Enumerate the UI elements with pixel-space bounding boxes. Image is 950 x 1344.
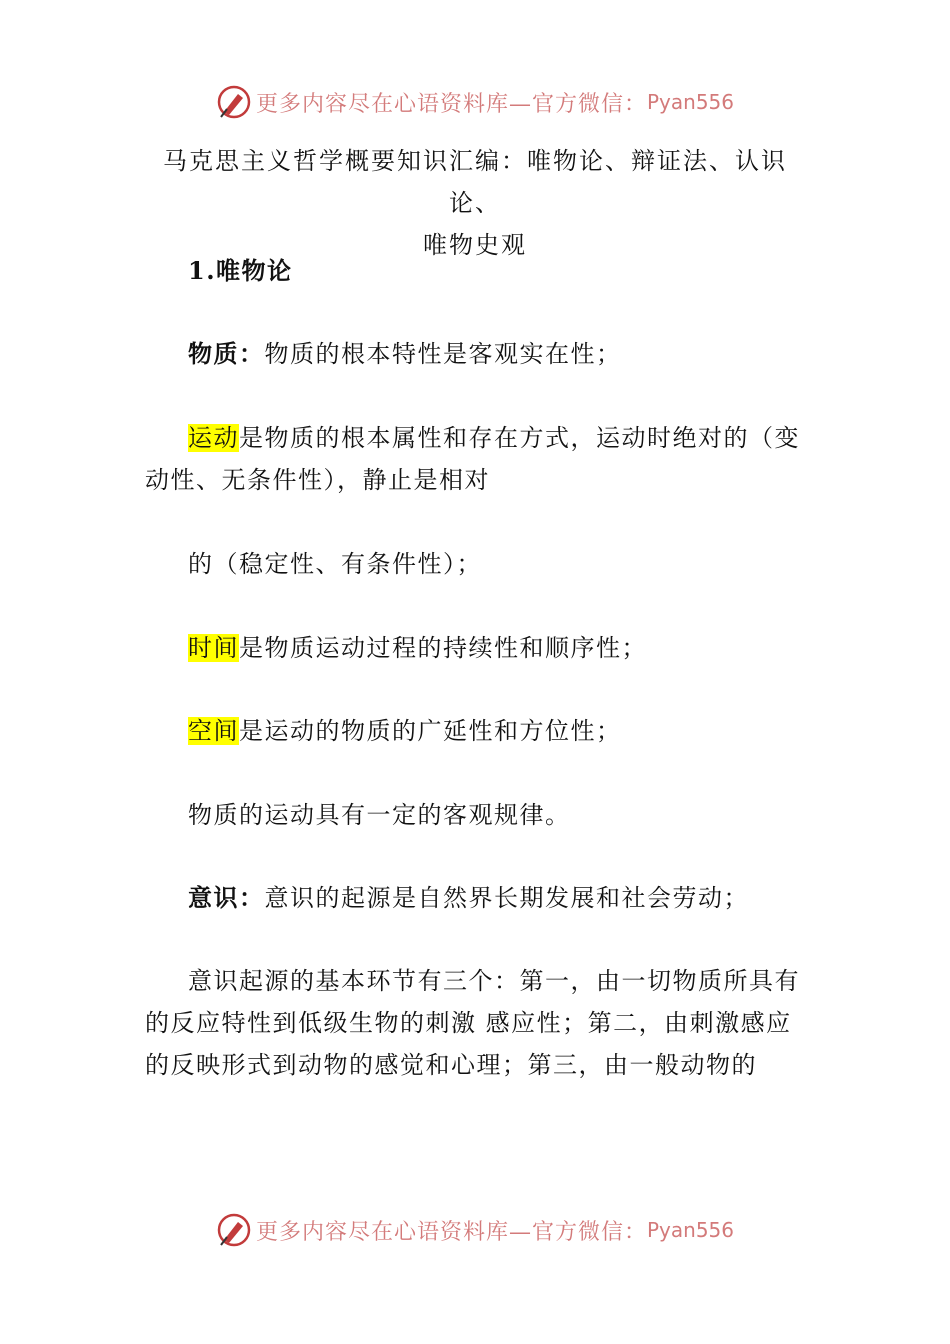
paragraph-law: 物质的运动具有一定的客观规律。: [188, 801, 571, 829]
text-time: 是物质运动过程的持续性和顺序性；: [239, 634, 647, 662]
banner-text: 更多内容尽在心语资料库—官方微信：: [255, 91, 647, 117]
header-banner: [0, 80, 950, 124]
document-title: [145, 140, 805, 266]
title-line-2: 唯物史观: [423, 231, 527, 259]
pen-nib-logo-icon: [216, 1212, 252, 1248]
banner-wechat-id: Pyan556: [647, 1218, 735, 1242]
highlight-time: 时间: [188, 634, 239, 662]
paragraph-origin: 意识起源的基本环节有三个：第一，由一切物质所具有的反应特性到低级生物的刺激 感应性；第二，由刺激感应的反映形式到动物的感觉和心理；第三，由一般动物的: [145, 967, 800, 1079]
title-line-1: 马克思主义哲学概要知识汇编：唯物论、辩证法、认识论、: [163, 147, 787, 217]
term-consciousness: 意识：: [188, 883, 265, 912]
highlight-motion: 运动: [188, 424, 239, 452]
pen-nib-logo-icon: [216, 84, 252, 120]
term-matter: 物质：: [188, 339, 265, 368]
banner-wechat-id: Pyan556: [647, 90, 735, 114]
paragraph-time: [188, 627, 647, 669]
section-heading: 1.唯物论: [188, 256, 293, 285]
banner-text: 更多内容尽在心语资料库—官方微信：: [255, 1219, 647, 1245]
text-motion: 是物质的根本属性和存在方式，运动时绝对的（变动性、无条件性），静止是相对: [145, 424, 800, 494]
text-consciousness: 意识的起源是自然界长期发展和社会劳动；: [264, 884, 749, 912]
text-space: 是运动的物质的广延性和方位性；: [239, 717, 622, 745]
paragraph-motion-cont: 的（稳定性、有条件性）；: [188, 550, 482, 578]
paragraph-consciousness: [188, 877, 749, 919]
paragraph-motion: [145, 417, 810, 501]
paragraph-matter: [188, 333, 622, 375]
highlight-space: 空间: [188, 717, 239, 745]
text-matter: 物质的根本特性是客观实在性；: [264, 340, 622, 368]
paragraph-space: [188, 710, 622, 752]
footer-banner: [0, 1208, 950, 1252]
